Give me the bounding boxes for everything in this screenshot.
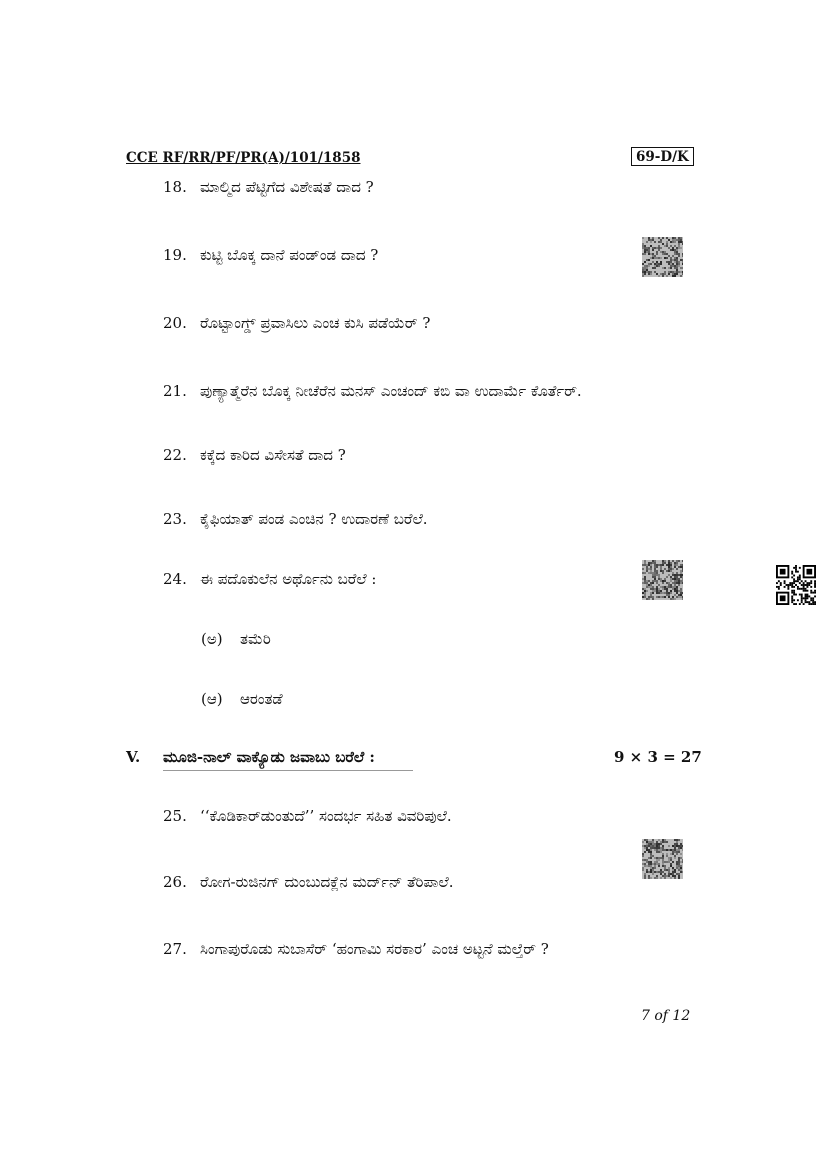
exam-code: CCE RF/RR/PF/PR(A)/101/1858	[126, 150, 361, 166]
question-text: ಮಾಲ್ಮಿದ ಪೆಟ್ಟಿಗೆದ ವಿಶೇಷತೆ ದಾದ ?	[200, 178, 374, 196]
question-25	[163, 807, 452, 825]
noise-code-icon	[642, 839, 683, 879]
question-text: ‘‘ಕೊಡಿಕಾರ್‌ಡುಂತುದೆ’’ ಸಂದರ್ಭ ಸಹಿತ ವಿವರಿಪುಲೆ.	[200, 807, 452, 825]
paper-code-box: 69-D/K	[631, 147, 694, 166]
question-text: ಕೈಫಿಯಾತ್ ಪಂಡ ಎಂಚಿನ ? ಉದಾರಣೆ ಬರೆಲೆ.	[200, 510, 428, 528]
question-number: 22.	[163, 446, 187, 464]
question-22	[163, 446, 346, 464]
question-text: ಪುಣ್ಯಾತ್ಮೆರೆನ ಬೊಕ್ಕ ನೀಚೆರೆನ ಮನಸ್ ಎಂಚಂದ್ ಕಬಿ ವಾ ಉದಾರ್ಮೆ ಕೊರ್ತೆರ್.	[200, 382, 582, 400]
question-number: 18.	[163, 178, 187, 196]
section-title: ಮೂಜಿ-ನಾಲ್ ವಾಕ್ಯೊಡು ಜವಾಬು ಬರೆಲೆ :	[163, 748, 413, 771]
question-number: 27.	[163, 940, 187, 958]
question-24	[163, 570, 376, 588]
question-20	[163, 314, 430, 332]
option-a	[201, 630, 271, 648]
option-text: ಆರಂತಡೆ	[240, 690, 283, 708]
question-21	[163, 382, 582, 400]
question-text: ರೊಟ್ಟಾಂಗ್ಡ್ ಪ್ರವಾಸಿಲು ಎಂಚ ಕುಸಿ ಪಡೆಯೆರ್ ?	[200, 314, 431, 332]
qr-code-icon	[776, 565, 816, 605]
question-26	[163, 873, 453, 891]
question-text: ಸಿಂಗಾಪುರೊಡು ಸುಬಾಸೆರ್ ‘ಹಂಗಾಮಿ ಸರಕಾರ’ ಎಂಚ ಅಟ್ಟನೆ ಮಲ್ತೆರ್ ?	[200, 940, 549, 958]
section-marks: 9 × 3 = 27	[614, 748, 702, 766]
question-19	[163, 246, 378, 264]
question-number: 25.	[163, 807, 187, 825]
question-18	[163, 178, 374, 196]
option-aa	[201, 690, 283, 708]
noise-code-icon	[642, 237, 683, 277]
question-text: ರೋಗ-ರುಜಿನಗ್ ದುಂಬುದಕ್ಲೆನ ಮರ್ದ್‌ನ್ ತೆರಿಪಾಲೆ.	[200, 873, 454, 891]
option-text: ತಮೆರಿ	[240, 630, 271, 648]
question-number: 26.	[163, 873, 187, 891]
option-label: (ಆ)	[201, 690, 223, 708]
question-number: 24.	[163, 570, 187, 588]
question-number: 20.	[163, 314, 187, 332]
question-text: ಕುಟ್ಟಿ ಬೊಕ್ಕ ದಾನೆ ಪಂಡ್ಂಡ ದಾದ ?	[200, 246, 379, 264]
section-number: V.	[126, 748, 141, 766]
question-number: 19.	[163, 246, 187, 264]
question-text: ಈ ಪದೊಕುಲೆನ ಅರ್ಥೊನು ಬರೆಲೆ :	[200, 570, 377, 588]
question-number: 23.	[163, 510, 187, 528]
question-27	[163, 940, 549, 958]
page-number: 7 of 12	[641, 1008, 691, 1024]
question-text: ಕಕ್ಕೆದ ಕಾರಿದ ವಿಸೇಸತೆ ದಾದ ?	[200, 446, 346, 464]
question-number: 21.	[163, 382, 187, 400]
option-label: (ಅ)	[201, 630, 223, 648]
noise-code-icon	[642, 560, 683, 600]
question-23	[163, 510, 428, 528]
